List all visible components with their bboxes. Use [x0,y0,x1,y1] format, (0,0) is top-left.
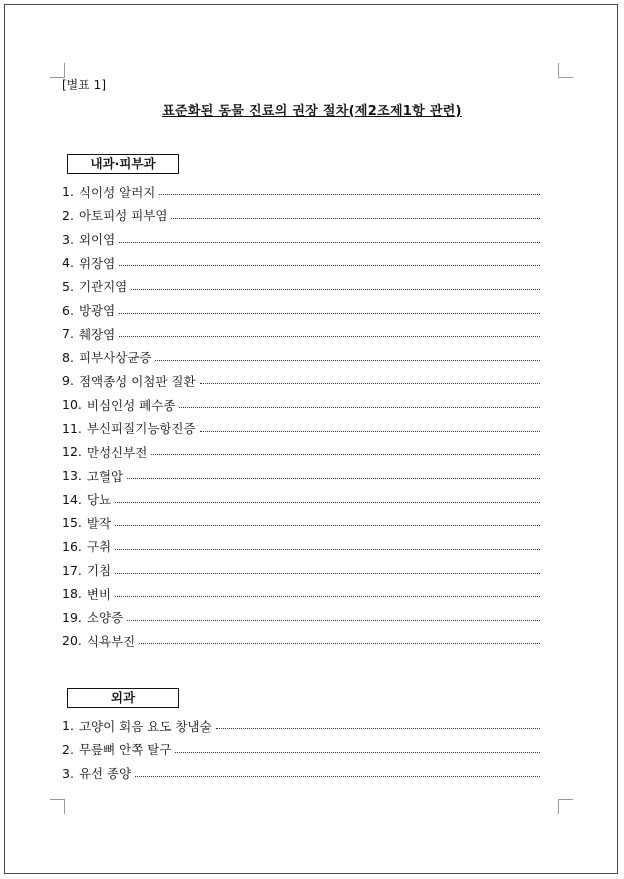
item-name: 고혈압 [86,468,124,484]
item-name: 점액종성 이첨판 질환 [78,373,196,389]
dot-leader [131,289,540,290]
dot-leader [179,407,540,408]
dot-leader [115,549,540,550]
dot-leader [200,383,540,384]
document-title: 표준화된 동물 진료의 권장 절차(제2조제1항 관련) [162,104,462,119]
item-number: 10. [62,397,82,413]
dot-leader [127,478,540,479]
item-name: 구취 [86,539,112,555]
dot-leader [119,265,540,266]
dot-leader [139,643,540,644]
dot-leader [171,218,540,219]
dot-leader [115,525,540,526]
dot-leader [115,573,540,574]
list-item [62,275,540,299]
item-number: 16. [62,538,82,554]
list-item [62,511,540,535]
crop-mark-bottom-right [558,799,573,814]
item-name: 식욕부진 [86,633,136,649]
item-name: 췌장염 [78,326,116,342]
item-name: 부신피질기능항진증 [86,421,196,437]
list-item [62,322,540,346]
item-name: 발작 [86,515,112,531]
dot-leader [119,313,540,314]
section-list-surgery [62,714,540,785]
item-number: 11. [62,420,82,436]
item-name: 기침 [86,563,112,579]
list-item [62,487,540,511]
item-name: 기관지염 [78,279,128,295]
dot-leader [135,776,540,777]
item-number: 2. [62,741,74,757]
item-number: 9. [62,373,74,389]
list-item [62,440,540,464]
item-name: 소양증 [86,610,124,626]
item-number: 5. [62,278,74,294]
list-item [62,369,540,393]
annex-label: [별표 1] [62,78,106,92]
item-number: 19. [62,609,82,625]
list-item [62,416,540,440]
list-item [62,629,540,653]
list-item [62,345,540,369]
item-name: 비심인성 폐수종 [86,397,176,413]
section-heading-surgery: 외과 [67,688,179,708]
item-number: 2. [62,207,74,223]
item-name: 당뇨 [86,492,112,508]
list-item [62,227,540,251]
dot-leader [159,194,540,195]
dot-leader [115,596,540,597]
list-item [62,761,540,785]
item-number: 12. [62,444,82,460]
item-number: 14. [62,491,82,507]
dot-leader [127,620,540,621]
dot-leader [175,752,540,753]
item-number: 6. [62,302,74,318]
dot-leader [155,360,540,361]
item-number: 3. [62,765,74,781]
list-item [62,393,540,417]
item-number: 8. [62,349,74,365]
item-number: 13. [62,468,82,483]
dot-leader [216,728,540,729]
crop-mark-bottom-left [50,799,65,814]
item-name: 피부사상균증 [78,350,152,366]
dot-leader [151,454,540,455]
item-number: 3. [62,231,74,247]
item-name: 외이염 [78,232,116,248]
dot-leader [115,502,540,503]
list-item [62,535,540,559]
list-item [62,464,540,488]
item-name: 아토피성 피부염 [78,208,168,224]
list-item [62,714,540,738]
list-item [62,582,540,606]
item-number: 20. [62,633,82,649]
item-number: 17. [62,562,82,578]
crop-mark-top-right [558,63,573,78]
item-number: 15. [62,515,82,531]
list-item [62,180,540,204]
list-item [62,558,540,582]
list-item [62,298,540,322]
dot-leader [119,336,540,337]
item-name: 고양이 회음 요도 창냄술 [78,718,212,734]
item-number: 1. [62,718,74,734]
item-name: 무릎뼈 안쪽 탈구 [78,742,172,758]
item-number: 7. [62,326,74,342]
item-number: 1. [62,184,74,200]
item-number: 4. [62,255,74,271]
section-heading-internal-medicine: 내과·피부과 [67,154,179,174]
list-item [62,204,540,228]
item-name: 방광염 [78,303,116,319]
list-item [62,606,540,630]
item-name: 만성신부전 [86,444,148,460]
item-name: 식이성 알러지 [78,184,156,200]
item-name: 위장염 [78,255,116,271]
dot-leader [119,242,540,243]
list-item [62,738,540,762]
list-item [62,251,540,275]
dot-leader [200,431,540,432]
item-name: 유선 종양 [78,766,132,782]
item-number: 18. [62,586,82,602]
item-name: 변비 [86,586,112,602]
section-list-internal-medicine [62,180,540,653]
